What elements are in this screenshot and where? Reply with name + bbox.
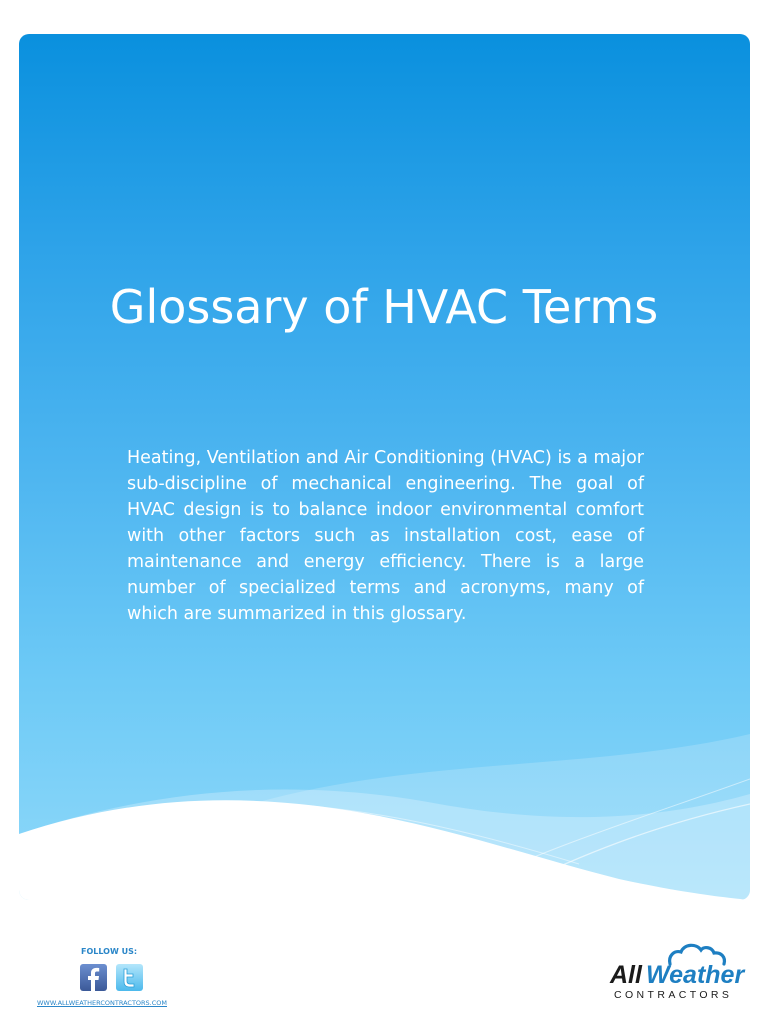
facebook-button[interactable] [80,964,107,991]
svg-text:Weather: Weather [646,961,745,989]
facebook-icon [80,964,107,991]
twitter-button[interactable] [116,964,143,991]
intro-paragraph: Heating, Ventilation and Air Conditioning (HVAC) is a major sub-discipline of mechanical engineering. The goal of HVAC design is to balance indoor environmental comfort with other factors such as installation cost, ease of maintenance and energy efficiency. There is a large number of specialized terms and acronyms, many of which are summarized in this glossary. [127,448,644,624]
svg-text:All: All [610,961,642,989]
page-title: Glossary of HVAC Terms [109,280,659,334]
svg-text:CONTRACTORS: CONTRACTORS [614,989,733,1001]
follow-us-label: FOLLOW US: [81,947,138,956]
website-link[interactable]: WWW.ALLWEATHERCONTRACTORS.COM [37,999,167,1007]
allweather-logo [608,940,748,1004]
twitter-icon [116,964,143,991]
